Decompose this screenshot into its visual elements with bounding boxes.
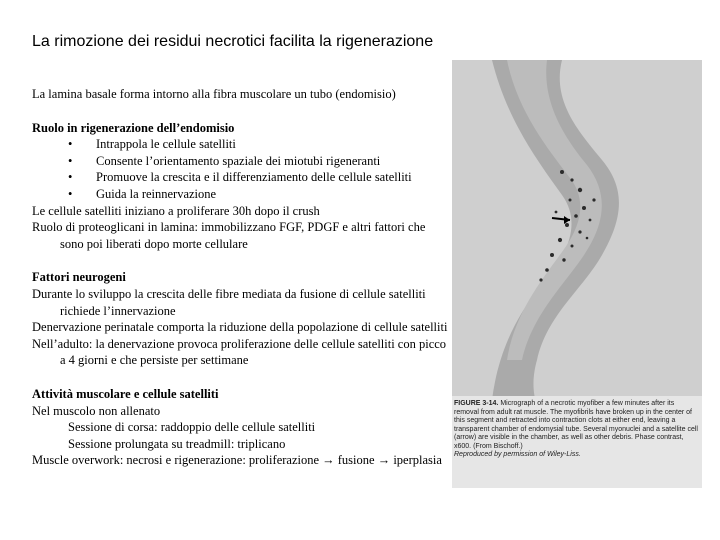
reprint-note: Reproduced by permission of Wiley-Liss.	[454, 451, 581, 458]
intro-text: La lamina basale forma intorno alla fibra muscolare un tubo (endomisio)	[32, 87, 396, 101]
sub-line: Sessione di corsa: raddoppio delle cellule satelliti	[68, 420, 316, 435]
text-line: Durante lo sviluppo la crescita delle fibre mediata da fusione di cellule satelliti richiede l’innervazione	[32, 286, 426, 318]
page-title: La rimozione dei residui necrotici facilita la rigenerazione	[32, 33, 434, 50]
text-line: Nell’adulto: la denervazione provoca proliferazione delle cellule satelliti con picco a 4 giorni e che persiste per settimane	[32, 336, 447, 368]
text-line: Le cellule satelliti iniziano a proliferare 30h dopo il crush	[32, 203, 320, 218]
slide-body	[32, 86, 452, 469]
bullet-item: • Consente l’orientamento spaziale dei miotubi rigeneranti	[68, 153, 381, 168]
bullet-item: • Intrappola le cellule satelliti	[68, 137, 236, 152]
section-heading-attivita: Attività muscolare e cellule satelliti	[32, 386, 219, 401]
bullet-item: • Promuove la crescita e il differenziamento delle cellule satelliti	[68, 170, 412, 185]
text-line: Nel muscolo non allenato	[32, 403, 161, 418]
text-line: Muscle overwork: necrosi e rigenerazione: proliferazione → fusione → iperplasia	[32, 453, 442, 468]
caption-text: Micrograph of a necrotic myofiber a few minutes after its removal from adult rat muscle. The myofibrils have broken up in the center of this segment and retracted into contraction clots at either end, leaving a transparent chamber of endomysial tube. Several myonuclei and a satellite cell (arrow) are visible in the chamber, as well as other debris. Phase contrast, x600. (From Bischoff.)	[454, 400, 698, 450]
sub-line: Sessione prolungata su treadmill: triplicano	[68, 436, 286, 451]
text-line: Ruolo di proteoglicani in lamina: immobilizzano FGF, PDGF e altri fattori che sono poi liberati dopo morte cellulare	[32, 220, 426, 251]
section-heading-neurogeni: Fattori neurogeni	[32, 270, 126, 285]
figure-caption	[454, 400, 700, 460]
text-line: Denervazione perinatale comporta la riduzione della popolazione di cellule satelliti	[32, 320, 448, 335]
section-heading-endomisio: Ruolo in rigenerazione dell’endomisio	[32, 120, 235, 135]
figure-label: FIGURE 3-14.	[454, 400, 499, 407]
bullet-item: • Guida la reinnervazione	[68, 186, 217, 201]
